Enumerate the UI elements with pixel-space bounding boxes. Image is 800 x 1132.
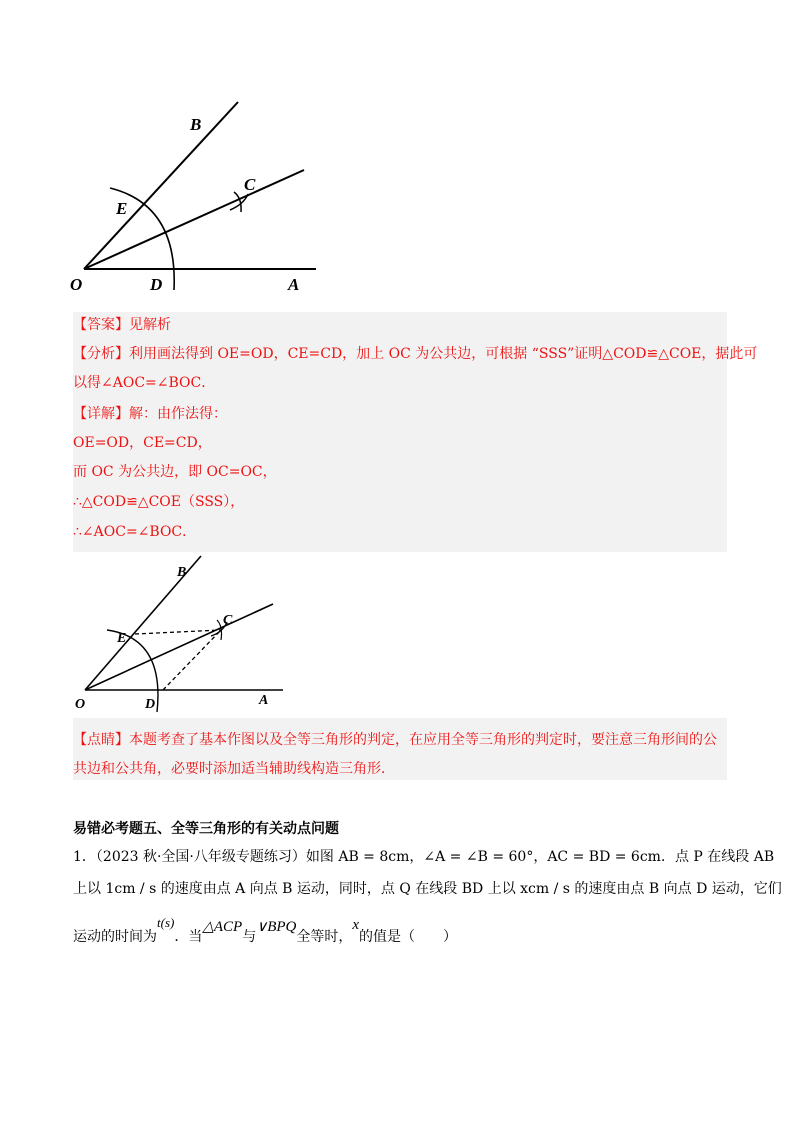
analysis-line-2: 以得∠AOC=∠BOC． [73, 375, 216, 391]
problem-line-3-text-a: 运动的时间为 [73, 929, 157, 945]
comment-line-2: 共边和公共角，必要时添加适当辅助线构造三角形． [73, 761, 395, 777]
label-D: D [150, 275, 163, 294]
detail-step-2: 而 OC 为公共边，即 OC=OC， [73, 464, 277, 480]
problem-line-3 [73, 915, 458, 946]
section-title: 易错必考题五、全等三角形的有关动点问题 [73, 821, 339, 837]
detail-line [73, 400, 227, 429]
answer-tag: 【答案】 [73, 317, 129, 333]
problem-line-3-text-b: ．当 [174, 929, 203, 945]
problem-line-2: 上以 1cm / s 的速度由点 A 向点 B 运动，同时，点 Q 在线段 BD 上以 xcm / s 的速度由点 B 向点 D 运动，它们 [73, 881, 782, 897]
detail-intro: 解：由作法得： [129, 406, 227, 422]
label-B-2: B [177, 565, 187, 580]
problem-line-1: 1．（2023 秋·全国·八年级专题练习）如图 AB = 8cm，∠A = ∠B = 60°，AC = BD = 6cm．点 P 在线段 AB [73, 849, 775, 865]
problem-line-3-text-d: 全等时， [296, 929, 353, 945]
label-D-2: D [145, 697, 156, 712]
analysis-line-1 [73, 340, 757, 369]
label-A-2: A [259, 693, 269, 708]
detail-step-1: OE=OD，CE=CD， [73, 435, 212, 451]
analysis-text-1: 利用画法得到 OE=OD，CE=CD，加上 OC 为公共边，可根据 “SSS”证明△COD≌△COE，据此可 [129, 346, 758, 362]
detail-step-4: ∴∠AOC=∠BOC． [73, 524, 197, 540]
label-O-2: O [75, 697, 86, 712]
label-E-2: E [117, 631, 127, 646]
comment-tag: 【点睛】 [73, 732, 129, 748]
problem-line-3-text-e: 的值是（ ） [359, 929, 458, 945]
comment-text-1: 本题考查了基本作图以及全等三角形的判定，在应用全等三角形的判定时，要注意三角形间的公 [129, 732, 717, 748]
answer-text: 见解析 [129, 317, 171, 333]
triangle-acp: △ACP [202, 919, 243, 935]
label-E: E [116, 199, 128, 218]
detail-tag: 【详解】 [73, 406, 129, 422]
label-O: O [70, 275, 83, 294]
label-C-2: C [223, 613, 233, 628]
triangle-bpq: ∨BPQ [256, 919, 297, 935]
problem-line-3-text-c: 与 [242, 929, 257, 945]
construction-figure-1 [70, 100, 330, 300]
x-variable: x [352, 917, 360, 933]
answer-line [73, 311, 171, 340]
construction-figure-2 [73, 552, 291, 718]
label-B: B [190, 115, 202, 134]
comment-line-1 [73, 726, 717, 755]
time-variable: t(s) [157, 915, 175, 930]
analysis-tag: 【分析】 [73, 346, 129, 362]
label-C: C [244, 175, 256, 194]
detail-step-3: ∴△COD≌△COE（SSS）， [73, 494, 245, 510]
label-A: A [288, 275, 300, 294]
